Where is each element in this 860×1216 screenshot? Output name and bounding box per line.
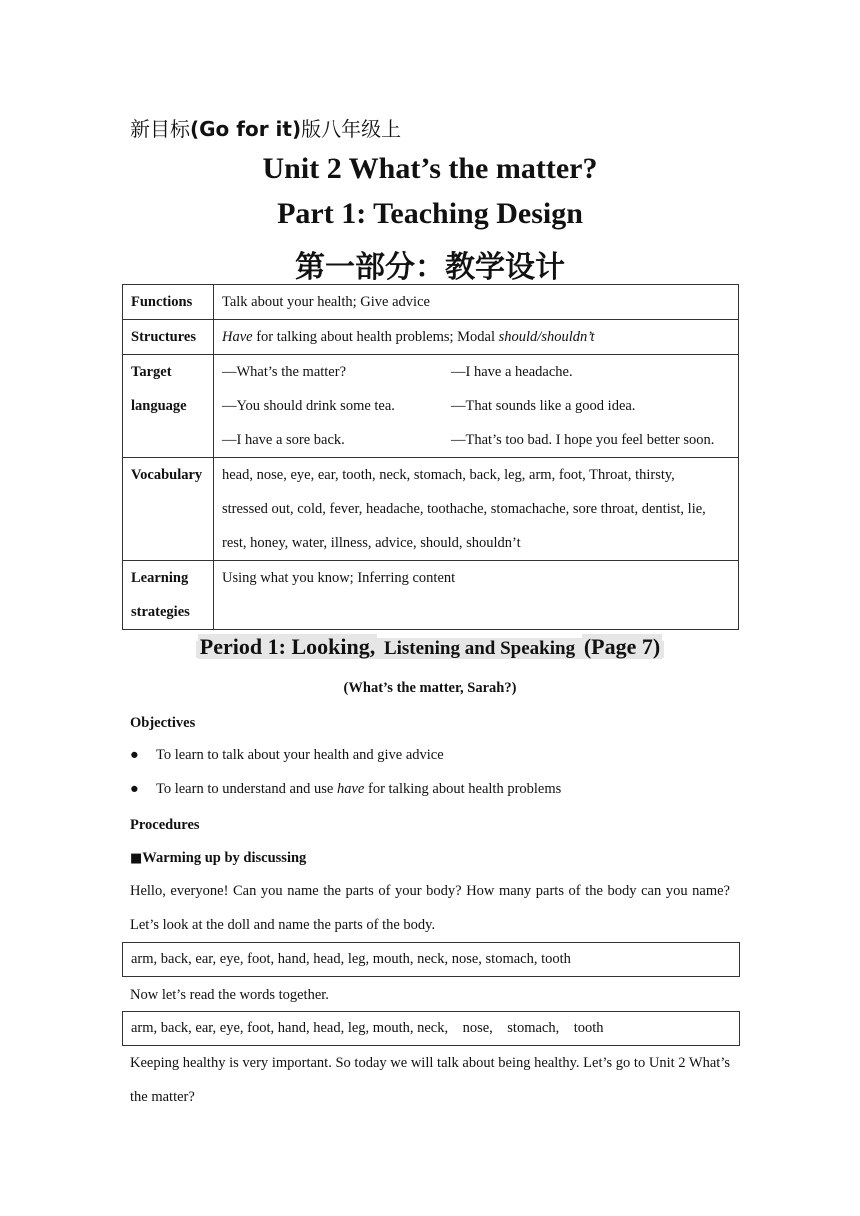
objective-item-2: [130, 781, 561, 798]
objective-2-em: have: [337, 781, 365, 797]
unit-title: Unit 2 What’s the matter?: [262, 152, 598, 185]
vocabulary-line-1: head, nose, eye, ear, tooth, neck, stomach, back, leg, arm, foot, Throat, thirsty,: [222, 467, 675, 483]
period-subtitle: (What’s the matter, Sarah?): [343, 680, 517, 696]
target-row-2: [222, 389, 730, 423]
part-title-cn: 第一部分：教学设计: [295, 250, 565, 285]
series-suffix: 版八年级上: [301, 117, 402, 141]
functions-row: [123, 285, 739, 320]
target-row-3-question: —I have a sore back.: [222, 432, 345, 448]
closing-paragraph: Keeping healthy is very important. So today we will talk about being healthy. Let’s go to Unit 2 What’s the matter?: [130, 1055, 730, 1105]
objective-item-1: [130, 747, 444, 764]
square-bullet-icon: ■: [130, 851, 143, 866]
learning-label-line-1: Learning: [131, 570, 189, 586]
target-row-2-answer: —That sounds like a good idea.: [451, 398, 636, 414]
structures-value: [214, 320, 739, 355]
target-language-row: [123, 355, 739, 458]
vocabulary-line-2: stressed out, cold, fever, headache, toothache, stomachache, sore throat, dentist, lie,: [222, 501, 706, 517]
target-label-line-1: Target: [131, 364, 172, 380]
learning-strategies-row: [123, 561, 739, 630]
vocabulary-label: Vocabulary: [123, 458, 214, 561]
functions-value: Talk about your health; Give advice: [214, 285, 739, 320]
series-header: [130, 113, 401, 142]
body-parts-box-1: arm, back, ear, eye, foot, hand, head, leg, mouth, neck, nose, stomach, tooth: [122, 942, 740, 977]
objectives-heading: Objectives: [130, 715, 196, 731]
period-part-b: Listening and Speaking: [379, 638, 580, 659]
series-paren: (Go for it): [190, 117, 302, 141]
vocabulary-row: [123, 458, 739, 561]
bullet-icon: ●: [130, 781, 139, 797]
vocabulary-line-3: rest, honey, water, illness, advice, should, shouldn’t: [222, 535, 521, 551]
structures-label: Structures: [123, 320, 214, 355]
learning-strategies-value: Using what you know; Inferring content: [214, 561, 739, 630]
warming-paragraph: Hello, everyone! Can you name the parts of your body? How many parts of the body can you name? Let’s look at the doll and name the parts of the body.: [130, 883, 730, 933]
target-language-value: [214, 355, 739, 458]
series-prefix: 新目标: [130, 117, 190, 141]
target-row-3-answer: —That’s too bad. I hope you feel better soon.: [451, 432, 715, 448]
target-language-label: [123, 355, 214, 458]
period-heading: [0, 634, 860, 660]
warming-heading: Warming up by discussing: [142, 850, 307, 866]
learning-strategies-label: [123, 561, 214, 630]
target-row-3: [222, 423, 730, 457]
procedures-heading: Procedures: [130, 817, 200, 833]
vocabulary-value: [214, 458, 739, 561]
period-highlight: [196, 634, 664, 659]
structures-mid: for talking about health problems; Modal: [252, 329, 499, 345]
teaching-info-table: [122, 284, 739, 630]
period-part-a: Period 1: Looking,: [199, 634, 376, 659]
objective-2-post: for talking about health problems: [364, 781, 562, 797]
target-label-line-2: language: [131, 398, 187, 414]
structures-row: [123, 320, 739, 355]
functions-label: Functions: [123, 285, 214, 320]
body-parts-box-2: arm, back, ear, eye, foot, hand, head, leg, mouth, neck, nose, stomach, tooth: [122, 1011, 740, 1046]
target-row-2-question: —You should drink some tea.: [222, 398, 395, 414]
structures-have: Have: [222, 329, 253, 345]
period-part-c: (Page 7): [583, 634, 661, 659]
target-row-1: [222, 355, 730, 389]
target-row-1-answer: —I have a headache.: [451, 364, 573, 380]
learning-label-line-2: strategies: [131, 604, 190, 620]
structures-modal: should/shouldn’t: [498, 329, 595, 345]
warming-heading-line: [130, 848, 306, 869]
bullet-icon: ●: [130, 747, 139, 763]
target-row-1-question: —What’s the matter?: [222, 364, 347, 380]
objective-2-pre: To learn to understand and use: [156, 781, 337, 797]
read-together-line: Now let’s read the words together.: [130, 987, 329, 1003]
objective-1-text: To learn to talk about your health and give advice: [156, 747, 444, 763]
part-title: Part 1: Teaching Design: [277, 197, 583, 230]
